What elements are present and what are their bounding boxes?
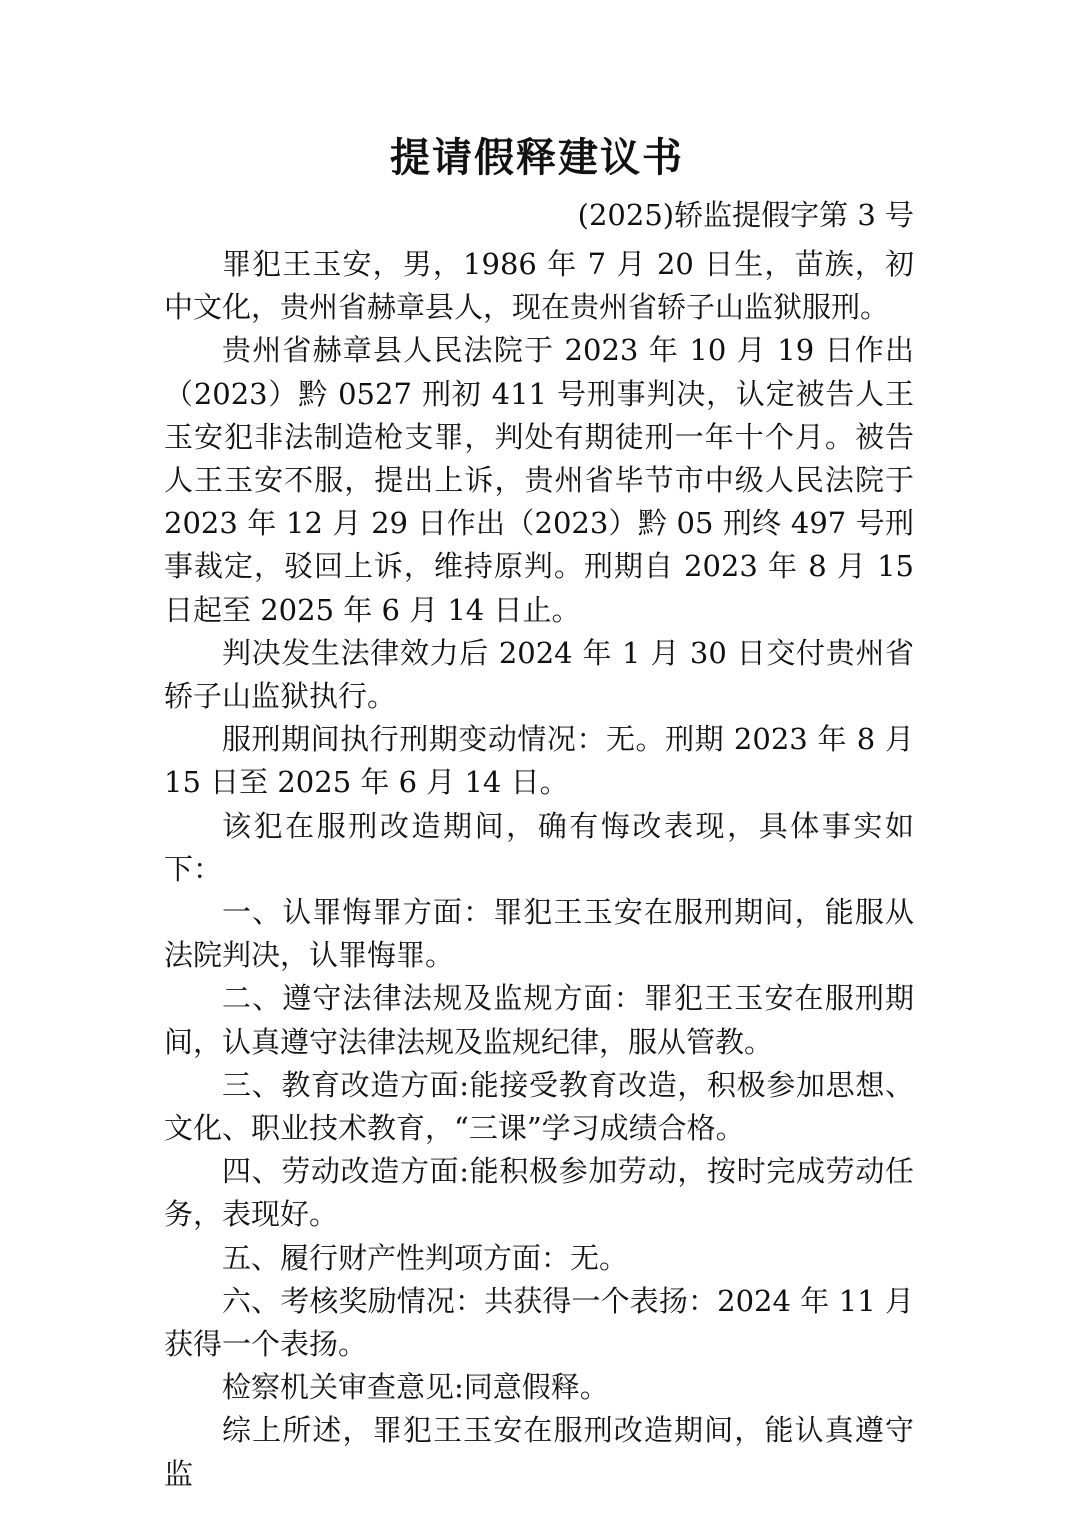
paragraph-point-5: 五、履行财产性判项方面：无。 bbox=[222, 1240, 629, 1275]
paragraph-procuratorate-opinion: 检察机关审查意见:同意假释。 bbox=[222, 1370, 609, 1405]
document-body bbox=[164, 243, 914, 1496]
paragraph-judgment: 贵州省赫章县人民法院于 2023 年 10 月 19 日作出（2023）黔 0527 刑初 411 号刑事判决，认定被告人王玉安犯非法制造枪支罪，判处有期徒刑一年十个月。被告人王玉安不服，提出上诉，贵州省毕节市中级人民法院于 2023 年 12 月 29 日作出（2023）黔 05 刑终 497 号刑事裁定，驳回上诉，维持原判。刑期自 2023 年 8 月 15 日起至 2025 年 6 月 14 日止。 bbox=[164, 333, 914, 627]
paragraph-sentence-changes: 服刑期间执行刑期变动情况：无。刑期 2023 年 8 月 15 日至 2025 年 6 月 14 日。 bbox=[164, 722, 914, 800]
document-number: (2025)轿监提假字第 3 号 bbox=[577, 198, 914, 232]
paragraph-point-4: 四、劳动改造方面:能积极参加劳动，按时完成劳动任务，表现好。 bbox=[164, 1154, 914, 1232]
paragraph-point-1: 一、认罪悔罪方面：罪犯王玉安在服刑期间，能服从法院判决，认罪悔罪。 bbox=[164, 895, 914, 973]
paragraph-repentance-intro: 该犯在服刑改造期间，确有悔改表现，具体事实如下： bbox=[164, 808, 914, 886]
paragraph-summary: 综上所述，罪犯王玉安在服刑改造期间，能认真遵守监 bbox=[164, 1413, 914, 1491]
document-title: 提请假释建议书 bbox=[390, 134, 684, 181]
paragraph-point-6: 六、考核奖励情况：共获得一个表扬：2024 年 11 月获得一个表扬。 bbox=[164, 1283, 914, 1362]
paragraph-point-3: 三、教育改造方面:能接受教育改造，积极参加思想、文化、职业技术教育，“三课”学习成绩合格。 bbox=[164, 1067, 914, 1146]
paragraph-criminal-info: 罪犯王玉安，男，1986 年 7 月 20 日生，苗族，初中文化，贵州省赫章县人，现在贵州省轿子山监狱服刑。 bbox=[164, 247, 914, 325]
paragraph-delivery: 判决发生法律效力后 2024 年 1 月 30 日交付贵州省轿子山监狱执行。 bbox=[164, 635, 914, 714]
paragraph-point-2: 二、遵守法律法规及监规方面：罪犯王玉安在服刑期间，认真遵守法律法规及监规纪律，服从管教。 bbox=[164, 981, 914, 1059]
